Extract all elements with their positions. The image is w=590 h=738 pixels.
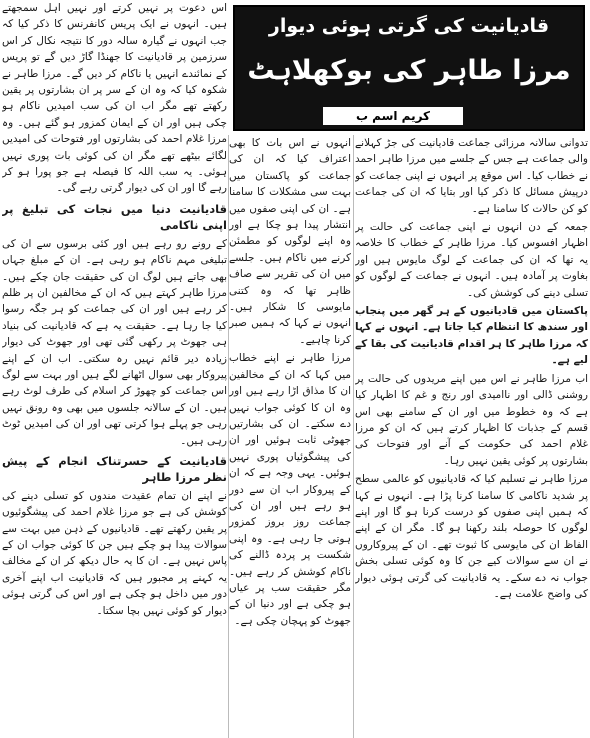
right-paragraph-4: اب مرزا طاہر نے اس میں اپنے مریدوں کی حالت پر روشنی ڈالی اور ناامیدی اور رنج و غم کا اظہار کیا ہے کہ وہ خطوط میں اور ان کے سامنے بھی اس قسم کے جذبات کا اظہار کرتے ہیں کہ ان کو مرزا غلام احمد کی حکومت کے آنے اور فتوحات کی بشارتوں پر کوئی یقین نہیں رہا۔	[355, 372, 588, 467]
left-paragraph-1: اس دعوت پر نہیں کرتے اور نہیں اہل سمجھتے ہیں۔ انہوں نے ایک پریس کانفرنس کا ذکر کیا کہ جب انہوں نے گیارہ سالہ دور کا نتیجہ نکال کر اس سرزمین پر قادیانیت کا جھنڈا گاڑ دیں گے تو پریس کے نمائندے انہیں یا ناکام کر دیں گے۔ مرزا طاہر نے شکوہ کیا کہ وہ ان کے سر پر ان بشارتوں پر یقین رکھتے تھے مگر اب ان کی سب امیدیں ناکام ہو چکی ہیں اور ان کے ایمان کمزور ہو گئے ہیں۔ وہ مرزا غلام احمد کی بشارتوں اور فتوحات کی امیدیں لگائے بیٹھے تھے مگر ان کی کوئی بات پوری نہیں ہوئی۔ یہ سب اللہ کا فیصلہ ہے جو پورا ہو کر رہے گا اور ان کی دیوار گرتی رہے گی۔	[2, 2, 227, 195]
banner-byline: کریم اسم ب	[323, 107, 463, 125]
right-paragraph-1: تدوانی سالانہ مرزائی جماعت قادیانیت کی جڑ کہلانے والی جماعت ہے جس کے جلسے میں مرزا طاہر احمد نے خطاب کیا۔ اس موقع پر انہوں نے اپنی جماعت کو درپیش مسائل کا ذکر کیا اور بتایا کہ ان کی جماعت کو کن حالات کا سامنا ہے۔	[355, 137, 588, 215]
left-column	[2, 0, 227, 738]
middle-paragraph-1: انہوں نے اس بات کا بھی اعتراف کیا کہ ان کی جماعت کو پاکستان میں بہت سی مشکلات کا سامنا ہے۔ ان کی اپنی صفوں میں انتشار پیدا ہو چکا ہے اور وہ اپنے لوگوں کو مطمئن کرنے میں ناکام ہیں۔ جلسے میں ان کی تقریر سے صاف ظاہر تھا کہ وہ کتنی مایوسی کا شکار ہیں۔ انہوں نے کہا کہ ہمیں صبر کرنا چاہیے۔	[229, 137, 351, 346]
middle-paragraph-2: مرزا طاہر نے اپنے خطاب میں کہا کہ ان کے مخالفین ان کا مذاق اڑا رہے ہیں اور وہ ان کا کوئی جواب نہیں دے سکتے۔ ان کی بشارتیں جھوٹی ثابت ہوئیں اور ان کی پیشگوئیاں پوری نہیں ہوئیں۔ یہی وجہ ہے کہ ان کے پیروکار اب ان سے دور ہو رہے ہیں اور ان کی جماعت روز بروز کمزور ہوتی جا رہی ہے۔ وہ اپنی شکست پر پردہ ڈالنے کی ناکام کوشش کر رہے ہیں۔ مگر حقیقت سب پر عیاں ہو چکی ہے اور دنیا ان کے جھوٹ کو پہچان چکی ہے۔	[229, 352, 351, 627]
right-paragraph-3: پاکستان میں قادیانیوں کے ہر گھر میں پنجاب اور سندھ کا انتظام کیا جاتا ہے۔ انہوں نے کہا کہ مرزا طاہر کا ہر اقدام قادیانیت کی بقا کے لیے ہے۔	[355, 305, 588, 367]
right-column	[355, 135, 588, 738]
column-divider-right	[353, 135, 354, 738]
banner-headline: مرزا طاہر کی بوکھلاہٹ	[247, 55, 571, 86]
middle-column	[229, 135, 351, 738]
left-subhead-1: قادیانیت دنیا میں نجات کی تبلیغ پر اپنی ناکامی	[2, 201, 227, 233]
left-paragraph-2: کے رونے رو رہے ہیں اور کئی برسوں سے ان کی تبلیغی مہم ناکام ہو رہی ہے۔ ان کے مبلغ جہاں بھی جاتے ہیں لوگ ان کی حقیقت جان چکے ہیں۔ مرزا طاہر کہتے ہیں کہ ان کے مخالفین ان پر ظلم کر رہے ہیں اور ان کی جماعت کو ہر جگہ رسوا کیا جا رہا ہے۔ حقیقت یہ ہے کہ قادیانیت کی بنیاد ہی جھوٹ پر رکھی گئی تھی اور جھوٹ کی دیوار زیادہ دیر قائم نہیں رہ سکتی۔ اب ان کے اپنے پیروکار بھی سوال اٹھانے لگے ہیں اور بہت سے لوگ اس جماعت کو چھوڑ کر اسلام کی طرف لوٹ رہے ہیں۔ ان کے سالانہ جلسوں میں بھی وہ رونق نہیں رہی جو پہلے ہوا کرتی تھی اور ان کی امیدیں ٹوٹ رہی ہیں۔	[2, 237, 227, 447]
headline-banner	[233, 5, 585, 131]
banner-kicker: قادیانیت کی گرتی ہوئی دیوار	[268, 15, 550, 37]
left-subhead-2: قادیانیت کے حسرتناک انجام کے پیش نظر مرزا طاہر	[2, 453, 227, 485]
right-paragraph-5: مرزا طاہر نے تسلیم کیا کہ قادیانیوں کو عالمی سطح پر شدید ناکامی کا سامنا کرنا پڑا ہے۔ انہوں نے کہا کہ ہمیں اپنی صفوں کو درست کرنا ہو گا اور اپنے لوگوں کا حوصلہ بلند رکھنا ہو گا۔ مگر ان کے اپنے الفاظ ان کی مایوسی کا ثبوت تھے۔ ان کے پیروکاروں نے ان سے سوالات کیے جن کا وہ کوئی تسلی بخش جواب نہ دے سکے۔ یہ قادیانیت کی گرتی ہوئی دیوار کی واضح علامت ہے۔	[355, 473, 588, 600]
right-paragraph-2: جمعہ کے دن انہوں نے اپنی جماعت کی حالت پر اظہار افسوس کیا۔ مرزا طاہر کے خطاب کا خلاصہ یہ تھا کہ ان کی جماعت کے لوگ مایوس ہیں اور بغاوت پر آمادہ ہیں۔ انہوں نے جماعت کے لوگوں کو تسلی دینے کی کوشش کی۔	[355, 221, 588, 299]
left-paragraph-3: نے اپنے ان تمام عقیدت مندوں کو تسلی دینے کی کوشش کی ہے جو مرزا غلام احمد کی پیشگوئیوں پر یقین رکھتے تھے۔ قادیانیوں کے ذہن میں بہت سے سوالات پیدا ہو چکے ہیں جن کا کوئی جواب ان کے پاس نہیں ہے۔ ان کا یہ حال دیکھ کر ان کے مخالف یہ کہنے پر مجبور ہیں کہ قادیانیت اب اپنے آخری دور میں داخل ہو چکی ہے اور اس کی گرتی ہوئی دیوار کو کوئی نہیں بچا سکتا۔	[2, 489, 227, 617]
